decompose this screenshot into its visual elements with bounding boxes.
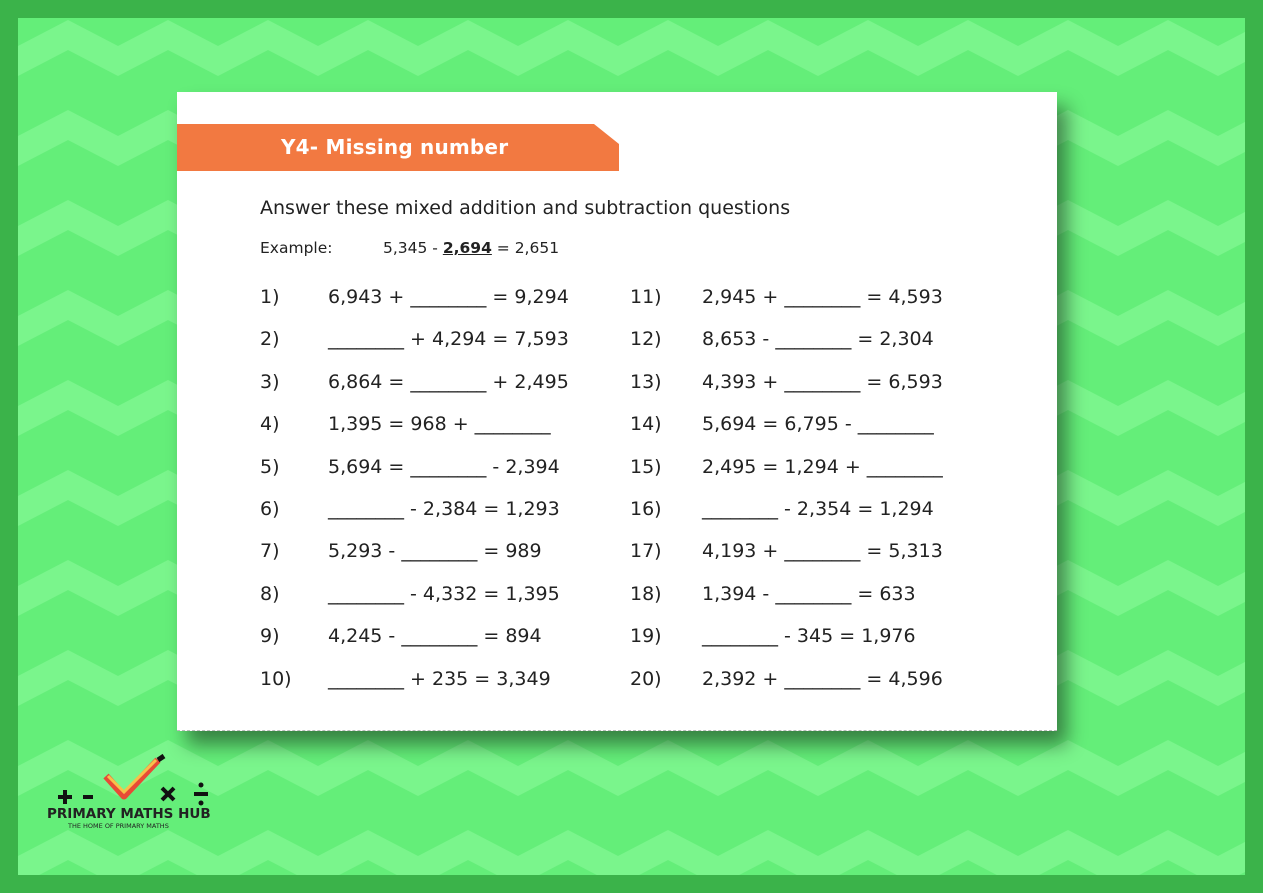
example-equation [383,239,559,257]
example-label: Example: [260,239,333,257]
question-equation[interactable]: 8,653 - ________ = 2,304 [702,328,934,351]
question-number: 11) [630,286,662,308]
question-equation[interactable]: 5,694 = 6,795 - ________ [702,413,934,436]
question-equation[interactable]: 6,943 + ________ = 9,294 [328,286,569,308]
question-equation[interactable]: 1,395 = 968 + ________ [328,413,551,436]
question-equation[interactable]: ________ + 235 = 3,349 [328,667,551,690]
minus-icon [83,795,93,799]
question-equation[interactable]: 5,293 - ________ = 989 [328,540,542,563]
plus-icon [58,790,72,804]
question-number: 10) [260,667,292,690]
question-equation[interactable]: ________ - 345 = 1,976 [702,625,916,648]
question-number: 7) [260,540,280,563]
question-number: 14) [630,413,662,436]
question-number: 18) [630,582,662,605]
example-after: = 2,651 [491,239,560,257]
logo-title: PRIMARY MATHS HUB [47,806,211,822]
question-number: 1) [260,286,280,308]
question-equation[interactable]: 2,945 + ________ = 4,593 [702,286,943,308]
example-before: 5,345 - [383,239,443,257]
instructions: Answer these mixed addition and subtraction questions [260,197,791,219]
question-equation[interactable]: 4,393 + ________ = 6,593 [702,370,943,393]
pencil-check-icon [106,756,164,796]
divide-icon [194,783,208,806]
question-equation[interactable]: 4,193 + ________ = 5,313 [702,540,943,563]
question-equation[interactable]: ________ - 2,354 = 1,294 [702,498,934,520]
question-number: 5) [260,455,280,478]
question-equation[interactable]: ________ + 4,294 = 7,593 [328,328,569,351]
question-number: 4) [260,413,280,436]
question-number: 16) [630,498,662,520]
question-equation[interactable]: 1,394 - ________ = 633 [702,582,916,605]
question-equation[interactable]: ________ - 2,384 = 1,293 [328,498,560,520]
question-number: 19) [630,625,662,648]
question-number: 8) [260,582,280,605]
question-equation[interactable]: 2,495 = 1,294 + ________ [702,455,943,478]
question-equation[interactable]: 4,245 - ________ = 894 [328,625,542,648]
logo-subtitle: THE HOME OF PRIMARY MATHS [68,822,169,830]
question-number: 12) [630,328,662,351]
question-number: 3) [260,370,280,393]
example-answer: 2,694 [442,239,492,257]
question-equation[interactable]: 5,694 = ________ - 2,394 [328,455,560,478]
question-equation[interactable]: ________ - 4,332 = 1,395 [328,582,560,605]
question-number: 20) [630,667,662,690]
question-number: 13) [630,370,662,393]
question-number: 6) [260,498,280,520]
question-number: 9) [260,625,280,648]
times-icon [162,788,174,800]
question-number: 17) [630,540,662,563]
question-equation[interactable]: 6,864 = ________ + 2,495 [328,370,569,393]
question-equation[interactable]: 2,392 + ________ = 4,596 [702,667,943,690]
question-number: 15) [630,455,662,478]
worksheet [177,92,1057,731]
question-number: 2) [260,328,280,351]
worksheet-title: Y4- Missing number [281,135,509,159]
